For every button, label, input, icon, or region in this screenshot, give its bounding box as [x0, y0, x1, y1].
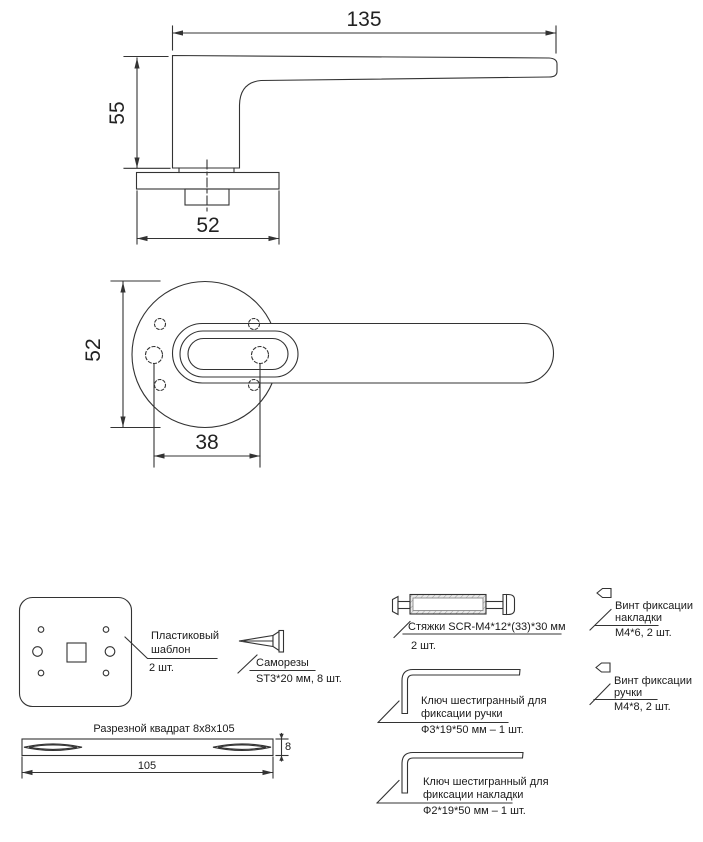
tie-rods-label: Стяжки SCR-M4*12*(33)*30 мм [408, 621, 566, 633]
lever-plan-view [173, 324, 554, 384]
template-label-line2: шаблон [151, 644, 191, 656]
dim-height-label: 55 [106, 101, 129, 125]
plate-screw-spec: M4*6, 2 шт. [615, 627, 672, 639]
plate-hex-key-spec: Ф2*19*50 мм – 1 шт. [423, 805, 526, 817]
handle-screw-spec: M4*8, 2 шт. [614, 701, 671, 713]
plate-hex-key-label-line1: Ключ шестигранный для [423, 776, 549, 788]
dim-rose-diameter-label: 52 [82, 338, 105, 362]
template-label-line1: Пластиковый [151, 630, 220, 642]
plate-hex-key-label-line2: фиксации накладки [423, 789, 524, 801]
screw-hole [155, 380, 166, 391]
handle-hex-key-label-line1: Ключ шестигранный для [421, 695, 547, 707]
template-qty: 2 шт. [149, 662, 174, 674]
handle-plan-view-drawing [132, 282, 554, 428]
handle-screw-label-line2: ручки [614, 687, 643, 699]
screws-label: Саморезы [256, 657, 309, 669]
dim-base-width-label: 52 [196, 214, 220, 237]
screw-hole [155, 319, 166, 330]
plate-screw-label-line1: Винт фиксации [615, 600, 693, 612]
rose-side-view [137, 173, 280, 190]
handle-hex-key-label-line2: фиксации ручки [421, 708, 503, 720]
handle-screw-label-line1: Винт фиксации [614, 675, 692, 687]
dim-hole-spacing-label: 38 [195, 431, 219, 454]
handle-hex-key-spec: Ф3*19*50 мм – 1 шт. [421, 724, 524, 736]
fixing-hole [146, 347, 163, 364]
dim-length-label: 135 [346, 8, 382, 31]
spindle-thickness-label: 8 [285, 741, 292, 753]
tie-rods-qty: 2 шт. [411, 640, 436, 652]
side-view-dimension-lines [124, 26, 556, 244]
handle-side-view-drawing [137, 56, 558, 213]
spindle-title: Разрезной квадрат 8x8x105 [93, 723, 235, 735]
spindle-length-label: 105 [137, 760, 157, 772]
plate-screw-label-line2: накладки [615, 612, 663, 624]
screws-spec: ST3*20 мм, 8 шт. [256, 673, 342, 685]
